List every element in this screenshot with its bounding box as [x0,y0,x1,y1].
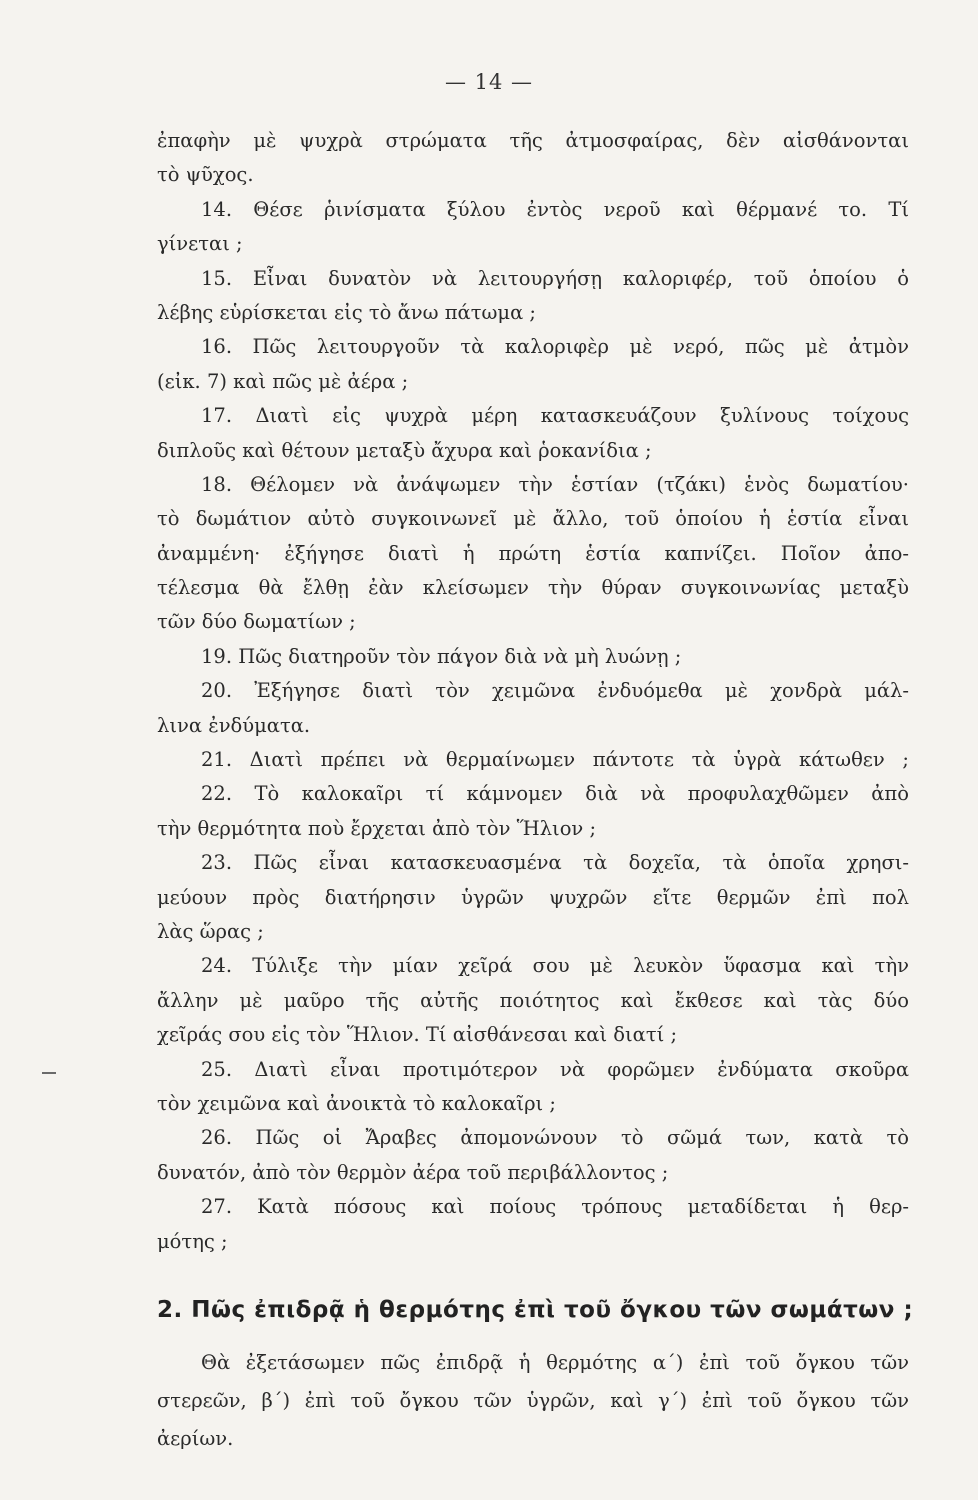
text-line: 14. Θέσε ῥινίσματα ξύλου ἐντὸς νεροῦ καὶ θέρμανέ το. Τί [201,197,909,221]
text-line: 22. Τὸ καλοκαῖρι τί κάμνομεν διὰ νὰ προφυλαχθῶμεν ἀπὸ [201,782,909,806]
section-heading: 2. Πῶς ἐπιδρᾷ ἡ θερμότης ἐπὶ τοῦ ὄγκου τῶν σωμάτων ; [157,1297,914,1323]
text-line: γίνεται ; [157,232,243,256]
text-line: 24. Τύλιξε τὴν μίαν χεῖρά σου μὲ λευκὸν ὕφασμα καὶ τὴν [201,954,909,978]
intro-line: Θὰ ἐξετάσωμεν πῶς ἐπιδρᾷ ἡ θερμότης α΄) ἐπὶ τοῦ ὄγκου τῶν [201,1351,909,1374]
text-line: 18. Θέλομεν νὰ ἀνάψωμεν τὴν ἑστίαν (τζάκι) ἑνὸς δωματίου· [201,472,909,496]
text-line: χεῖράς σου εἰς τὸν Ἥλιον. Τί αἰσθάνεσαι καὶ διατί ; [157,1023,678,1047]
text-line: 20. Ἐξήγησε διατὶ τὸν χειμῶνα ἐνδυόμεθα μὲ χονδρὰ μάλ- [201,679,909,703]
section-intro-paragraph [157,1344,909,1458]
text-line: (εἰκ. 7) καὶ πῶς μὲ ἀέρα ; [157,369,409,393]
page-number: — 14 — [444,70,534,94]
text-line: λὰς ὥρας ; [157,919,264,943]
intro-line: ἀερίων. [157,1427,234,1450]
text-line: τὸν χειμῶνα καὶ ἀνοικτὰ τὸ καλοκαῖρι ; [157,1091,556,1115]
text-line: ἄλλην μὲ μαῦρο τῆς αὐτῆς ποιότητος καὶ ἔκθεσε καὶ τὰς δύο [157,988,909,1012]
text-line: μεύουν πρὸς διατήρησιν ὑγρῶν ψυχρῶν εἴτε θερμῶν ἐπὶ πολ [157,885,909,909]
text-line: λινα ἐνδύματα. [157,713,311,737]
text-line: 25. Διατὶ εἶναι προτιμότερον νὰ φορῶμεν ἐνδύματα σκοῦρα [201,1057,909,1081]
text-line: δυνατόν, ἀπὸ τὸν θερμὸν ἀέρα τοῦ περιβάλλοντος ; [157,1160,669,1184]
exercise-list [157,124,909,1259]
text-line: 21. Διατὶ πρέπει νὰ θερμαίνωμεν πάντοτε τὰ ὑγρὰ κάτωθεν ; [201,748,909,772]
text-line: τὸ ψῦχος. [157,163,254,187]
margin-mark [42,1072,56,1074]
text-line: 17. Διατὶ εἰς ψυχρὰ μέρη κατασκευάζουν ξυλίνους τοίχους [201,404,909,428]
text-line: 27. Κατὰ πόσους καὶ ποίους τρόπους μεταδίδεται ἡ θερ- [201,1195,909,1219]
text-line: τὸ δωμάτιον αὐτὸ συγκοινωνεῖ μὲ ἄλλο, τοῦ ὁποίου ἡ ἑστία εἶναι [157,507,909,531]
text-line: ἐπαφὴν μὲ ψυχρὰ στρώματα τῆς ἀτμοσφαίρας, δὲν αἰσθάνονται [157,129,909,152]
text-line: τέλεσμα θὰ ἔλθῃ ἐὰν κλείσωμεν τὴν θύραν συγκοινωνίας μεταξὺ [157,576,909,600]
text-line: 19. Πῶς διατηροῦν τὸν πάγον διὰ νὰ μὴ λυώνῃ ; [201,644,682,668]
text-line: 16. Πῶς λειτουργοῦν τὰ καλοριφὲρ μὲ νερό, πῶς μὲ ἀτμὸν [201,335,909,359]
intro-line: στερεῶν, β΄) ἐπὶ τοῦ ὄγκου τῶν ὑγρῶν, καὶ γ΄) ἐπὶ τοῦ ὄγκου τῶν [157,1389,909,1412]
text-line: λέβης εὑρίσκεται εἰς τὸ ἄνω πάτωμα ; [157,300,537,324]
text-line: 15. Εἶναι δυνατὸν νὰ λειτουργήσῃ καλοριφέρ, τοῦ ὁποίου ὁ [201,266,909,290]
text-line: τὴν θερμότητα ποὺ ἔρχεται ἀπὸ τὸν Ἥλιον ; [157,816,597,840]
text-line: 26. Πῶς οἱ Ἄραβες ἀπομονώνουν τὸ σῶμά των, κατὰ τὸ [201,1126,909,1150]
text-line: διπλοῦς καὶ θέτουν μεταξὺ ἄχυρα καὶ ῥοκανίδια ; [157,438,652,462]
text-line: ἀναμμένη· ἐξήγησε διατὶ ἡ πρώτη ἑστία καπνίζει. Ποῖον ἀπο- [157,541,909,565]
text-line: μότης ; [157,1229,228,1253]
text-line: 23. Πῶς εἶναι κατασκευασμένα τὰ δοχεῖα, τὰ ὁποῖα χρησι- [201,851,909,875]
text-line: τῶν δύο δωματίων ; [157,610,356,634]
